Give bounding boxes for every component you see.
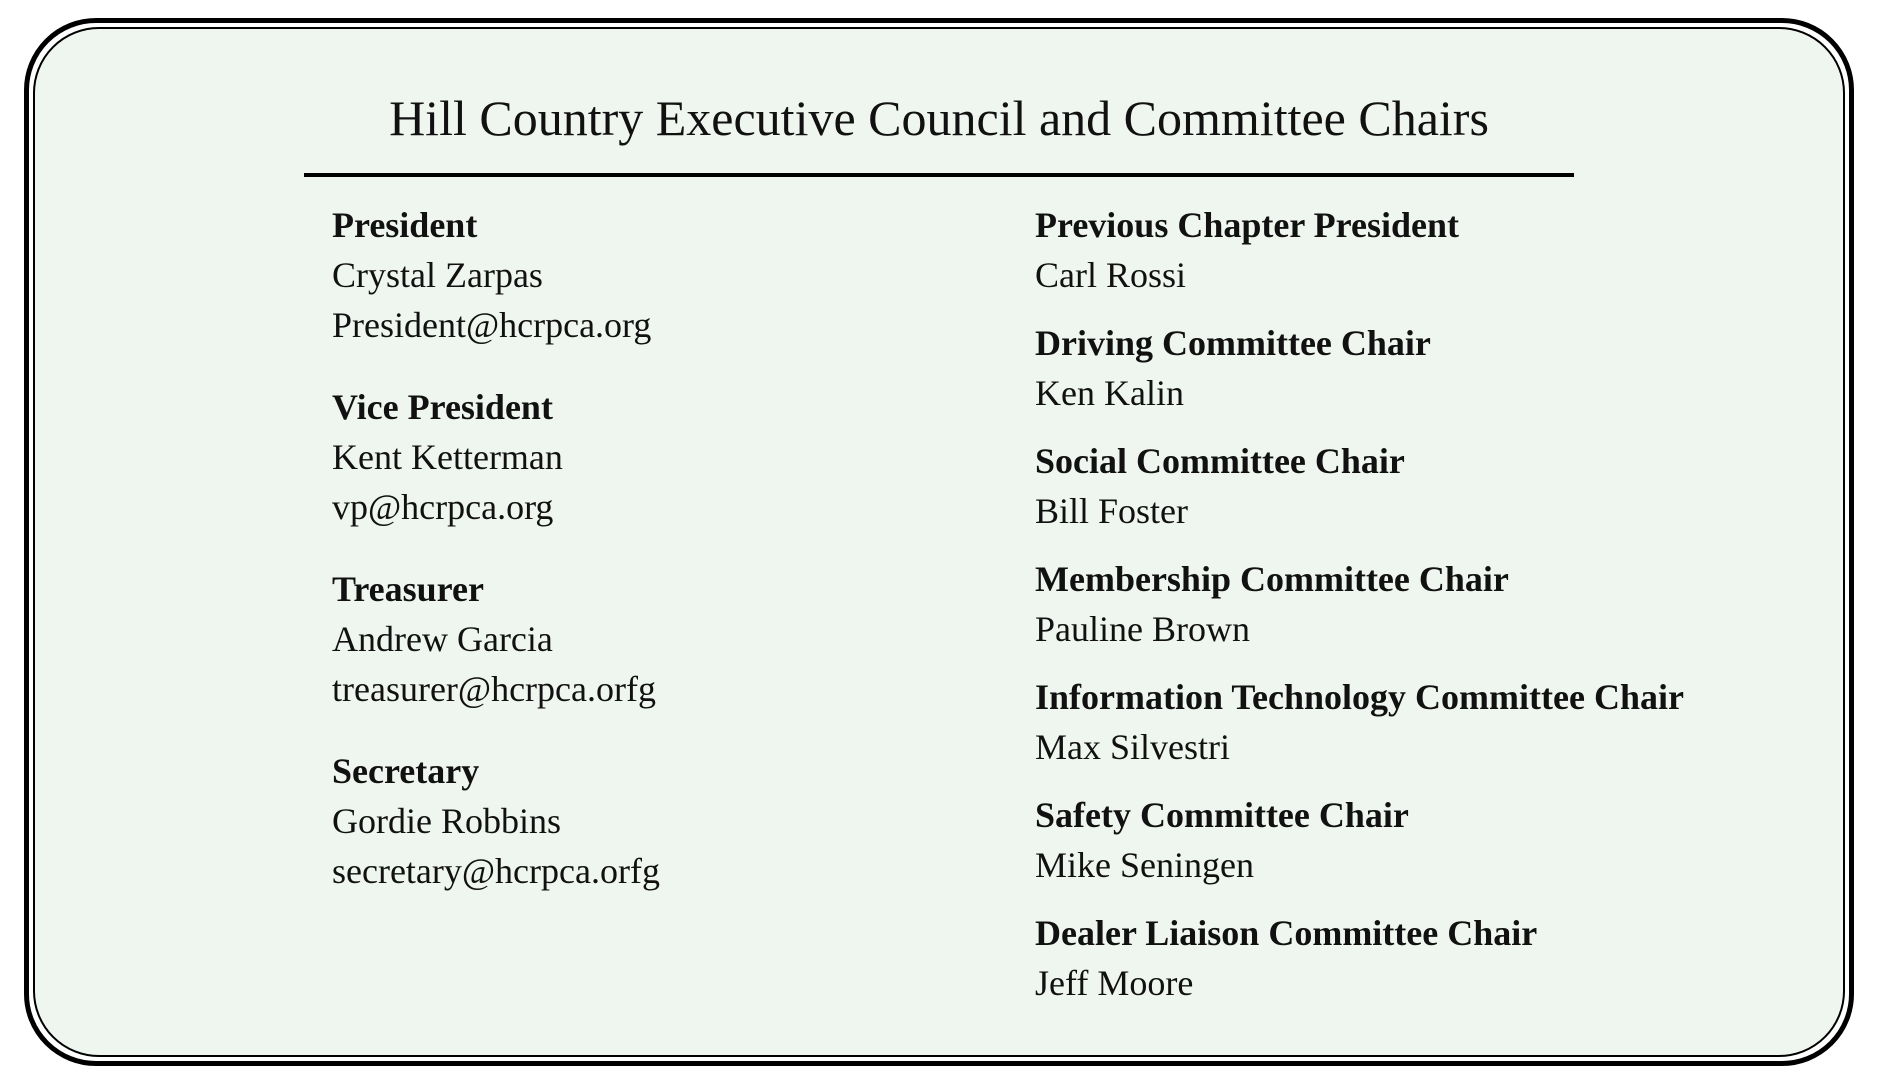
officer-vice-president: [332, 382, 660, 532]
chair-name: Pauline Brown: [1035, 609, 1250, 649]
role-title: Vice President: [332, 387, 553, 427]
chair-driving: [1035, 318, 1684, 418]
officer-secretary: [332, 746, 660, 896]
chair-safety: [1035, 790, 1684, 890]
chair-name: Ken Kalin: [1035, 373, 1184, 413]
chair-information-technology: [1035, 672, 1684, 772]
officer-president: [332, 200, 660, 350]
role-title: President: [332, 205, 478, 245]
role-title: Treasurer: [332, 569, 484, 609]
officer-name: Crystal Zarpas: [332, 255, 543, 295]
chair-previous-president: [1035, 200, 1684, 300]
officer-email[interactable]: President@hcrpca.org: [332, 305, 652, 345]
role-title: Secretary: [332, 751, 480, 791]
officer-email[interactable]: secretary@hcrpca.orfg: [332, 851, 660, 891]
role-title: Dealer Liaison Committee Chair: [1035, 913, 1538, 953]
page-title: Hill Country Executive Council and Committee Chairs: [389, 90, 1489, 146]
chair-social: [1035, 436, 1684, 536]
role-title: Previous Chapter President: [1035, 205, 1459, 245]
role-title: Driving Committee Chair: [1035, 323, 1431, 363]
officer-treasurer: [332, 564, 660, 714]
officer-email[interactable]: vp@hcrpca.org: [332, 487, 554, 527]
role-title: Social Committee Chair: [1035, 441, 1405, 481]
role-title: Information Technology Committee Chair: [1035, 677, 1684, 717]
chair-name: Carl Rossi: [1035, 255, 1187, 295]
chair-dealer-liaison: [1035, 908, 1684, 1008]
chair-name: Jeff Moore: [1035, 963, 1194, 1003]
chair-name: Max Silvestri: [1035, 727, 1230, 767]
title-divider: [304, 173, 1574, 177]
officer-name: Gordie Robbins: [332, 801, 561, 841]
chair-membership: [1035, 554, 1684, 654]
executive-council-column: [332, 200, 660, 928]
committee-chairs-column: [1035, 200, 1684, 1026]
officer-email[interactable]: treasurer@hcrpca.orfg: [332, 669, 656, 709]
officer-name: Kent Ketterman: [332, 437, 563, 477]
role-title: Safety Committee Chair: [1035, 795, 1409, 835]
role-title: Membership Committee Chair: [1035, 559, 1509, 599]
chair-name: Bill Foster: [1035, 491, 1189, 531]
chair-name: Mike Seningen: [1035, 845, 1254, 885]
officer-name: Andrew Garcia: [332, 619, 553, 659]
